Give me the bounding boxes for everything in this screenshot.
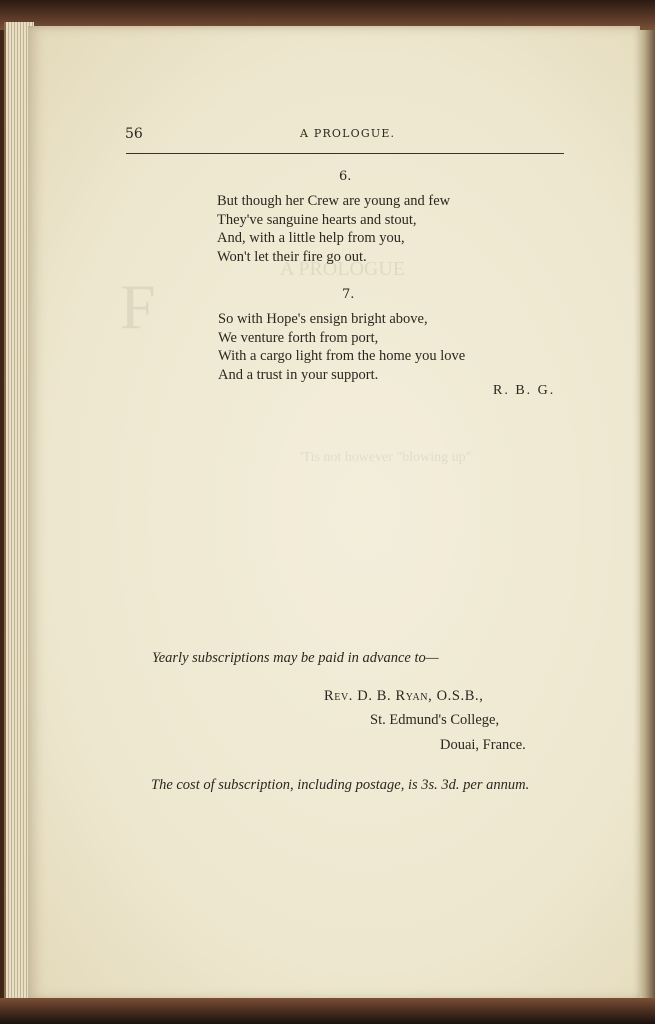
poem-line: And, with a little help from you, xyxy=(217,230,405,247)
stanza-number: 6. xyxy=(339,169,352,184)
subscription-notice: Yearly subscriptions may be paid in advance to— xyxy=(152,650,439,666)
poem-line: We venture forth from port, xyxy=(218,329,379,346)
address-line-name: Rev. D. B. Ryan, O.S.B., xyxy=(324,688,484,704)
poem-signature: R. B. G. xyxy=(493,383,556,398)
page-number: 56 xyxy=(125,126,143,142)
poem-line: But though her Crew are young and few xyxy=(217,193,451,209)
stanza-number: 7. xyxy=(342,287,355,302)
page xyxy=(28,26,640,1000)
book-right-edge xyxy=(638,30,655,1000)
poem-line: So with Hope's ensign bright above, xyxy=(218,311,428,327)
poem-line: And a trust in your support. xyxy=(218,366,379,383)
header-rule xyxy=(126,153,564,154)
address-line-college: St. Edmund's College, xyxy=(370,712,500,728)
book-cover-bottom xyxy=(0,998,655,1024)
address-line-city: Douai, France. xyxy=(440,737,526,753)
stanza xyxy=(217,192,450,266)
running-head: A PROLOGUE. xyxy=(300,127,396,140)
stanza xyxy=(218,310,465,384)
poem-line: With a cargo light from the home you love xyxy=(218,348,466,365)
subscription-cost: The cost of subscription, including postage, is 3s. 3d. per annum. xyxy=(151,777,530,793)
poem-line: They've sanguine hearts and stout, xyxy=(217,211,417,228)
poem-line: Won't let their fire go out. xyxy=(217,248,367,265)
